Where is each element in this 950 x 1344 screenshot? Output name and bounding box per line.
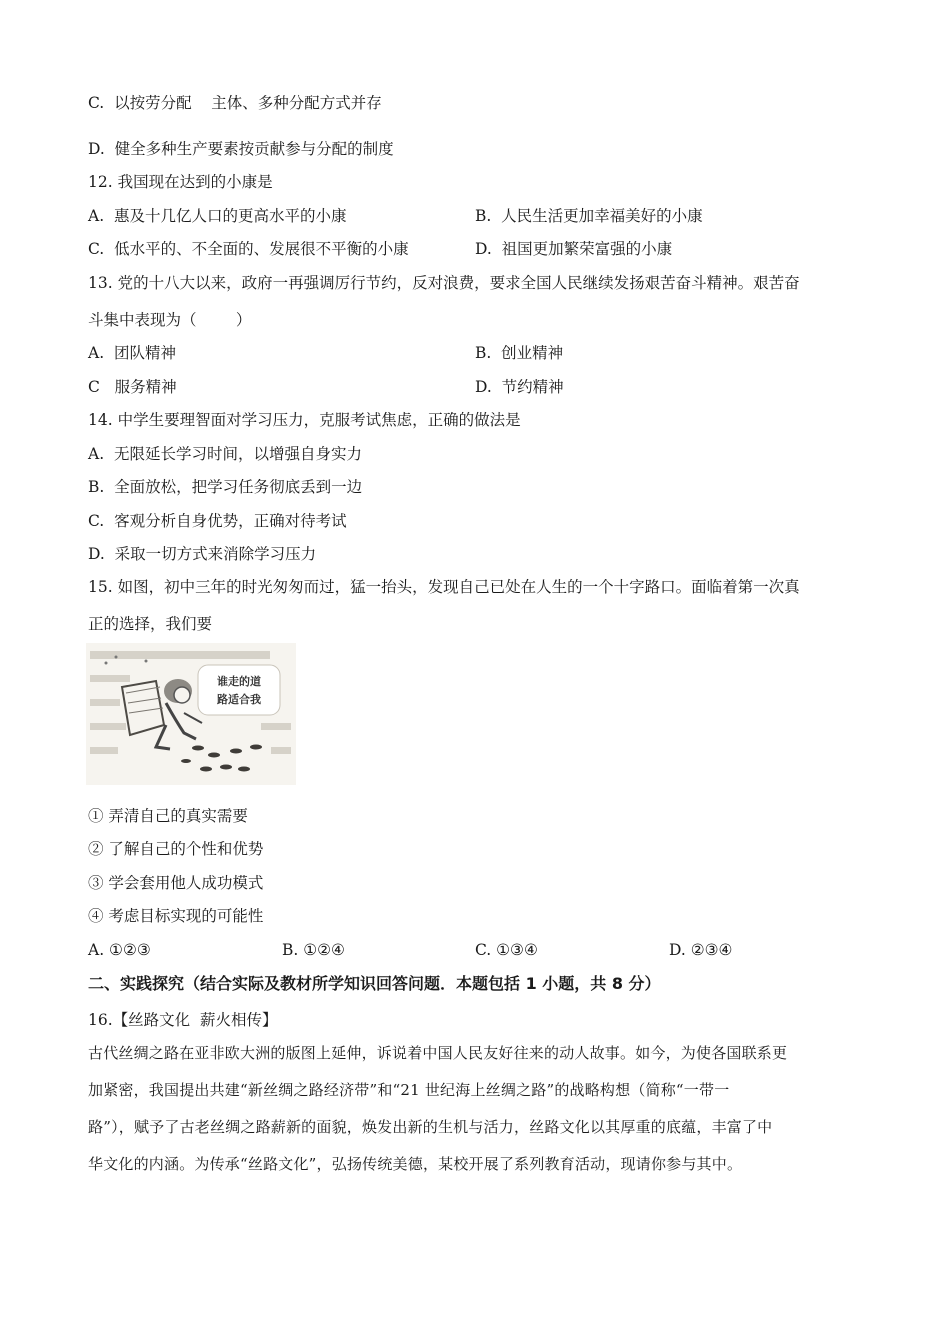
q14-option-c: C. 客观分析自身优势，正确对待考试 bbox=[88, 512, 347, 530]
q13-option-c: C 服务精神 bbox=[88, 378, 177, 396]
q13-option-a: A. 团队精神 bbox=[88, 344, 176, 362]
q12-stem: 12. 我国现在达到的小康是 bbox=[88, 173, 273, 191]
q15-item-3: ③ 学会套用他人成功模式 bbox=[88, 874, 264, 892]
q12-option-c: C. 低水平的、不全面的、发展很不平衡的小康 bbox=[88, 240, 409, 258]
q12-option-a: A. 惠及十几亿人口的更高水平的小康 bbox=[88, 207, 347, 225]
q14-option-a: A. 无限延长学习时间，以增强自身实力 bbox=[88, 445, 362, 463]
q16-paragraph-line3: 路”），赋予了古老丝绸之路薪新的面貌，焕发出新的生机与活力，丝路文化以其厚重的底蕴，丰富了中 bbox=[88, 1118, 773, 1136]
q16-paragraph-line4: 华文化的内涵。为传承“丝路文化”，弘扬传统美德，某校开展了系列教育活动，现请你参与其中。 bbox=[88, 1155, 743, 1173]
figure-caption-line2: 路适合我 bbox=[217, 693, 261, 706]
q14-option-d: D. 采取一切方式来消除学习压力 bbox=[88, 545, 317, 563]
q13-option-b: B. 创业精神 bbox=[475, 344, 564, 362]
q12-option-b: B. 人民生活更加幸福美好的小康 bbox=[475, 207, 703, 225]
q14-stem: 14. 中学生要理智面对学习压力，克服考试焦虑，正确的做法是 bbox=[88, 411, 521, 429]
q16-title: 16.【丝路文化 薪火相传】 bbox=[88, 1011, 278, 1029]
q16-paragraph-line2: 加紧密，我国提出共建“新丝绸之路经济带”和“21 世纪海上丝绸之路”的战略构想（简称“一带一 bbox=[88, 1081, 730, 1099]
q13-stem-line2: 斗集中表现为（ ） bbox=[88, 311, 252, 329]
q13-option-d: D. 节约精神 bbox=[475, 378, 564, 396]
q15-item-4: ④ 考虑目标实现的可能性 bbox=[88, 907, 264, 925]
q15-answer-c: C. ①③④ bbox=[475, 941, 538, 959]
figure-caption-line1: 谁走的道 bbox=[217, 675, 261, 688]
q16-paragraph-line1: 古代丝绸之路在亚非欧大洲的版图上延伸，诉说着中国人民友好往来的动人故事。如今，为使各国联系更 bbox=[88, 1044, 788, 1062]
q14-option-b: B. 全面放松，把学习任务彻底丢到一边 bbox=[88, 478, 363, 496]
q11-option-c: C. 以按劳分配 主体、多种分配方式并存 bbox=[88, 94, 382, 112]
q15-answer-d: D. ②③④ bbox=[669, 941, 733, 959]
q13-stem-line1: 13. 党的十八大以来，政府一再强调厉行节约，反对浪费，要求全国人民继续发扬艰苦奋斗精神。艰苦奋 bbox=[88, 274, 800, 292]
q15-answer-a: A. ①②③ bbox=[88, 941, 151, 959]
section-2-heading: 二、实践探究（结合实际及教材所学知识回答问题．本题包括 1 小题，共 8 分） bbox=[88, 974, 661, 993]
q15-stem-line2: 正的选择，我们要 bbox=[88, 615, 213, 633]
q12-option-d: D. 祖国更加繁荣富强的小康 bbox=[475, 240, 673, 258]
q15-item-1: ① 弄清自己的真实需要 bbox=[88, 807, 248, 825]
crossroads-cartoon-image bbox=[86, 643, 296, 785]
q15-item-2: ② 了解自己的个性和优势 bbox=[88, 840, 264, 858]
q15-answer-b: B. ①②④ bbox=[282, 941, 345, 959]
q11-option-d: D. 健全多种生产要素按贡献参与分配的制度 bbox=[88, 140, 394, 158]
q15-stem-line1: 15. 如图，初中三年的时光匆匆而过，猛一抬头，发现自己已处在人生的一个十字路口。面临着第一次真 bbox=[88, 578, 800, 596]
